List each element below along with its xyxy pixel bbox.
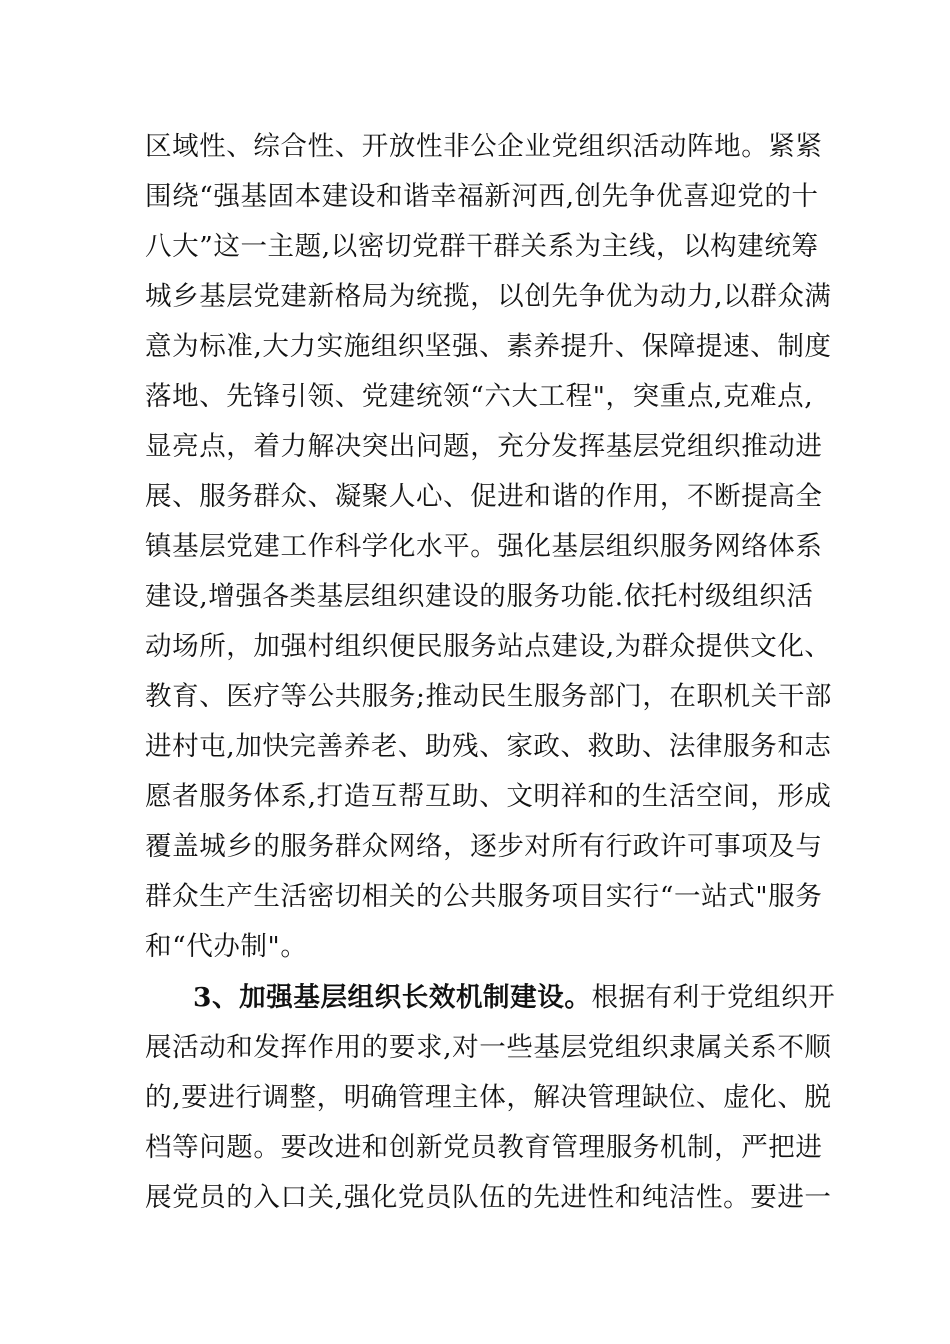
- paragraph-line: 建设,增强各类基层组织建设的服务功能.依托村级组织活: [145, 581, 814, 612]
- paragraph-line: 围绕“强基固本建设和谐幸福新河西,创先争优喜迎党的十: [145, 181, 819, 212]
- paragraph-line: 档等问题。要改进和创新党员教育管理服务机制，严把进: [145, 1132, 823, 1163]
- paragraph-line: 展党员的入口关,强化党员队伍的先进性和纯洁性。要进一: [145, 1182, 832, 1213]
- paragraph-line: 和“代办制"。: [145, 931, 308, 962]
- paragraph-line: 落地、先锋引领、党建统领“六大工程"，突重点,克难点,: [145, 381, 814, 412]
- paragraph-line: 的,要进行调整，明确管理主体，解决管理缺位、虚化、脱: [145, 1082, 832, 1113]
- paragraph-line: 动场所，加强村组织便民服务站点建设,为群众提供文化、: [145, 631, 832, 662]
- paragraph-line: 显亮点，着力解决突出问题，充分发挥基层党组织推动进: [145, 431, 823, 462]
- paragraph-line: 进村屯,加快完善养老、助残、家政、救助、法律服务和志: [145, 731, 832, 762]
- paragraph-line: 八大”这一主题,以密切党群干群关系为主线，以构建统筹: [145, 231, 819, 262]
- paragraph-line: 城乡基层党建新格局为统揽，以创先争优为动力,以群众满: [145, 281, 832, 312]
- paragraph-line: 意为标准,大力实施组织坚强、素养提升、保障提速、制度: [145, 331, 832, 362]
- section-heading-line: [193, 978, 873, 1018]
- paragraph-line: 教育、医疗等公共服务;推动民生服务部门，在职机关干部: [145, 681, 833, 712]
- paragraph-line: 愿者服务体系,打造互帮互助、文明祥和的生活空间，形成: [145, 781, 832, 812]
- paragraph-line: 群众生产生活密切相关的公共服务项目实行“一站式"服务: [145, 881, 823, 912]
- paragraph-line: 展、服务群众、凝聚人心、促进和谐的作用，不断提高全: [145, 481, 823, 512]
- paragraph-line: 覆盖城乡的服务群众网络，逐步对所有行政许可事项及与: [145, 831, 823, 862]
- section-heading: 3、加强基层组织长效机制建设。: [193, 982, 592, 1013]
- paragraph-line: 区域性、综合性、开放性非公企业党组织活动阵地。紧紧: [145, 131, 823, 162]
- paragraph-line: 镇基层党建工作科学化水平。强化基层组织服务网络体系: [145, 531, 823, 562]
- section-text: 根据有利于党组织开: [591, 982, 836, 1013]
- paragraph-line: 展活动和发挥作用的要求,对一些基层党组织隶属关系不顺: [145, 1032, 832, 1063]
